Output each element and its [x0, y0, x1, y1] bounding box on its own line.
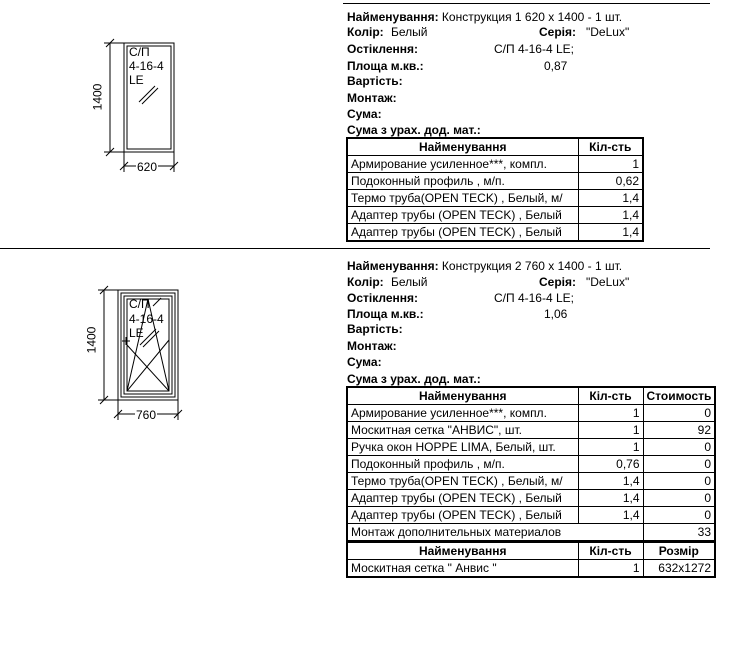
- table-row-extra: [347, 524, 715, 542]
- construction-1-area-label: Площа м.кв.:: [347, 59, 424, 73]
- item-name: Ручка окон HOPPE LIMA, Белый, шт.: [347, 439, 578, 456]
- item-qty: 1: [578, 560, 643, 578]
- construction-2-glazing-label: Остіклення:: [347, 291, 419, 305]
- construction-1-series-label: Серія:: [539, 25, 577, 39]
- construction-1-glazing-value: С/П 4-16-4 LE;: [494, 42, 574, 56]
- construction-2-install-label: Монтаж:: [347, 339, 397, 353]
- item-name: Москитная сетка " Анвис ": [347, 560, 578, 578]
- construction-2-glass-label-2: 4-16-4: [129, 312, 164, 326]
- item-name: Армирование усиленное***, компл.: [347, 405, 578, 422]
- item-name: Москитная сетка "АНВИС", шт.: [347, 422, 578, 439]
- construction-1-sum-label: Сума:: [347, 107, 382, 121]
- item-name: Адаптер трубы (OPEN TECK) , Белый: [347, 207, 578, 224]
- column-header-qty: Кіл-сть: [578, 138, 643, 156]
- item-qty: 1: [578, 439, 643, 456]
- item-qty: 1: [578, 422, 643, 439]
- construction-1-sum-extra-label: Сума з урах. дод. мат.:: [347, 123, 481, 137]
- construction-1-width-label: 620: [137, 160, 158, 174]
- item-qty: 1,4: [578, 507, 643, 524]
- table-row: [347, 456, 715, 473]
- column-header-qty: Кіл-сть: [578, 542, 643, 560]
- item-qty: 0,62: [578, 173, 643, 190]
- construction-2-area-label: Площа м.кв.:: [347, 307, 424, 321]
- construction-1-area-value: 0,87: [544, 59, 568, 73]
- column-header-qty: Кіл-сть: [578, 387, 643, 405]
- construction-2-glass-label-3: LE: [129, 326, 144, 340]
- construction-2-color-label: Колір:: [347, 275, 384, 289]
- item-qty: 1,4: [578, 190, 643, 207]
- item-cost: 0: [643, 439, 715, 456]
- construction-2-height-label: 1400: [84, 326, 99, 354]
- item-name: Подоконный профиль , м/п.: [347, 456, 578, 473]
- item-cost: 0: [643, 405, 715, 422]
- construction-1-color-label: Колір:: [347, 25, 384, 39]
- extra-materials-value: 33: [643, 524, 715, 542]
- item-name: Подоконный профиль , м/п.: [347, 173, 578, 190]
- table-row: [347, 560, 715, 578]
- construction-2-glass-label-1: С/П: [129, 297, 150, 311]
- construction-1-glass-label-3: LE: [129, 73, 144, 87]
- item-cost: 0: [643, 490, 715, 507]
- construction-2-series-label: Серія:: [539, 275, 577, 289]
- construction-2-width-label: 760: [136, 408, 157, 422]
- construction-2-area-value: 1,06: [544, 307, 568, 321]
- column-header-cost: Стоимость: [643, 387, 715, 405]
- item-qty: 1,4: [578, 224, 643, 242]
- construction-2-materials-table: [346, 386, 716, 542]
- construction-1-install-label: Монтаж:: [347, 91, 397, 105]
- item-name: Армирование усиленное***, компл.: [347, 156, 578, 173]
- construction-1-cost-label: Вартість:: [347, 74, 403, 88]
- table-row: [347, 507, 715, 524]
- column-header-name: Найменування: [347, 542, 578, 560]
- construction-1-glass-label-1: С/П: [129, 45, 150, 59]
- item-qty: 1,4: [578, 490, 643, 507]
- item-size: 632x1272: [643, 560, 715, 578]
- construction-1-height-label: 1400: [90, 83, 105, 111]
- construction-2-cost-label: Вартість:: [347, 322, 403, 336]
- construction-1-color-value: Белый: [391, 25, 428, 39]
- construction-2-series-value: "DeLux": [586, 275, 630, 289]
- table-row: [347, 405, 715, 422]
- construction-1-series-value: "DeLux": [586, 25, 630, 39]
- construction-1-glazing-label: Остіклення:: [347, 42, 419, 56]
- item-cost: 0: [643, 473, 715, 490]
- column-header-name: Найменування: [347, 387, 578, 405]
- table-row: [347, 473, 715, 490]
- item-qty: 1: [578, 156, 643, 173]
- item-qty: 1,4: [578, 473, 643, 490]
- table-row: [347, 422, 715, 439]
- item-qty: 0,76: [578, 456, 643, 473]
- construction-2-name-row: Найменування: Конструкция 2 760 x 1400 - 1 шт.: [347, 259, 623, 273]
- construction-2-sum-extra-label: Сума з урах. дод. мат.:: [347, 372, 481, 386]
- item-cost: 0: [643, 507, 715, 524]
- construction-2-glazing-value: С/П 4-16-4 LE;: [494, 291, 574, 305]
- column-header-name: Найменування: [347, 138, 578, 156]
- construction-1-glass-label-2: 4-16-4: [129, 59, 164, 73]
- column-header-size: Розмір: [643, 542, 715, 560]
- table-row: [347, 490, 715, 507]
- item-name: Адаптер трубы (OPEN TECK) , Белый: [347, 224, 578, 242]
- item-name: Термо труба(OPEN TECK) , Белый, м/: [347, 473, 578, 490]
- construction-2-color-value: Белый: [391, 275, 428, 289]
- item-qty: 1,4: [578, 207, 643, 224]
- construction-1-name-row: Найменування: Конструкция 1 620 x 1400 - 1 шт.: [347, 10, 623, 24]
- table-row: [347, 439, 715, 456]
- table-header-row: [347, 387, 715, 405]
- item-name: Адаптер трубы (OPEN TECK) , Белый: [347, 507, 578, 524]
- item-name: Адаптер трубы (OPEN TECK) , Белый: [347, 490, 578, 507]
- construction-2-sum-label: Сума:: [347, 355, 382, 369]
- construction-2-net-table: [346, 541, 716, 578]
- extra-materials-label: Монтаж дополнительных материалов: [347, 524, 643, 542]
- table-header-row: [347, 542, 715, 560]
- item-name: Термо труба(OPEN TECK) , Белый, м/: [347, 190, 578, 207]
- item-cost: 92: [643, 422, 715, 439]
- item-cost: 0: [643, 456, 715, 473]
- item-qty: 1: [578, 405, 643, 422]
